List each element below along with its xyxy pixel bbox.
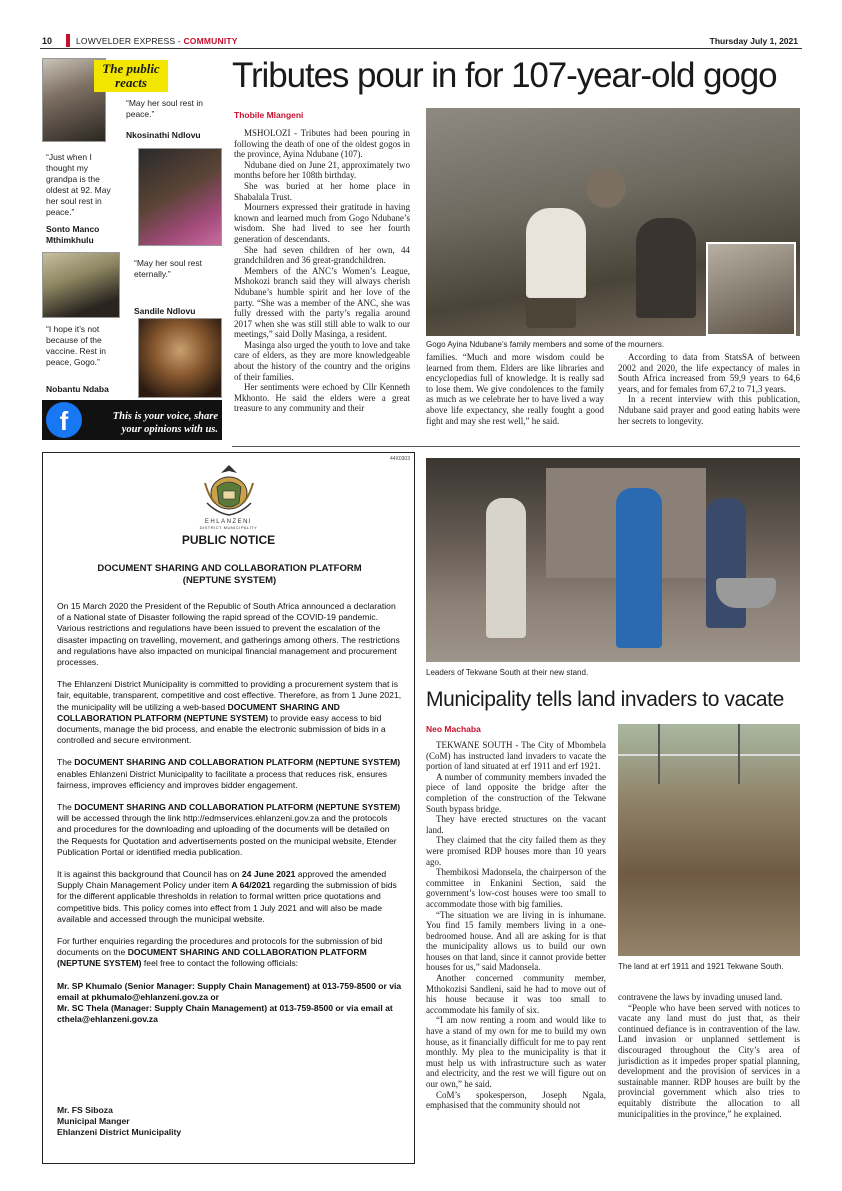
facebook-cta-line1: This is your voice, share: [112, 411, 218, 422]
reacts-title-line1: The public: [102, 61, 160, 76]
land-caption: The land at erf 1911 and 1921 Tekwane South.: [618, 962, 784, 971]
paragraph: They have erected structures on the vacant land.: [426, 814, 606, 835]
photo-figure: [706, 498, 746, 628]
facebook-icon[interactable]: f: [46, 402, 82, 438]
quote-3: “May her soul rest eternally.”: [134, 258, 203, 279]
page-number: 10: [42, 36, 53, 46]
quote-2-name: Sonto Manco Mthimkhulu: [46, 224, 100, 245]
paragraph: She had seven children of her own, 44 grandchildren and 36 great-grandchildren.: [234, 244, 410, 266]
paragraph: In a recent interview with this publication, Ndubane said prayer and good eating habits were her secrets to longevity.: [618, 394, 800, 426]
issue-date: Thursday July 1, 2021: [709, 36, 798, 46]
paragraph: A number of community members invaded the piece of land opposite the bridge after the completion of the construction of the Tekwane South bypass bridge.: [426, 771, 606, 814]
header-rule: [40, 48, 802, 49]
leaders-caption: Leaders of Tekwane South at their new stand.: [426, 668, 589, 677]
paragraph: According to data from StatsSA of between 2002 and 2020, the life expectancy of males in South Africa increased from 59,9 years to 64,6 years, and for females from 67,2 to 71,3 years.: [618, 352, 800, 394]
notice-title: PUBLIC NOTICE: [181, 533, 276, 547]
photo-wheelbarrow: [716, 578, 776, 608]
notice-paragraph: The DOCUMENT SHARING AND COLLABORATION PLATFORM (NEPTUNE SYSTEM) will be accessed through the link http://edmservices.ehlanzeni.gov.za and the protocols and procedures for the downloading and uploading of the documents will be detailed on the Requests for Quotation and advertisements posted on the municipal website, Etender Publication Portal or identified media publication.: [57, 802, 401, 857]
article2-byline: Neo Machaba: [426, 724, 481, 734]
notice-reference: 44X0303: [389, 456, 410, 462]
publication-header: [76, 36, 238, 46]
article1-byline: Thobile Mlangeni: [234, 110, 304, 120]
paragraph: Masinga also urged the youth to love and take care of elders, as they are more knowledgeable about the history of the country and the origins of their families.: [234, 339, 410, 382]
crest-label: [43, 519, 414, 531]
section-name: COMMUNITY: [183, 36, 238, 46]
notice-signature: [57, 1105, 181, 1139]
article2-headline: Municipality tells land invaders to vacate: [426, 688, 784, 711]
quote-1-name: Nkosinathi Ndlovu: [126, 130, 201, 140]
paragraph: contravene the laws by invading unused land.: [618, 992, 783, 1002]
photo-figure: [616, 488, 662, 648]
notice-subtitle-line2: (NEPTUNE SYSTEM): [182, 575, 277, 586]
quote-4-name: Nobantu Ndaba: [46, 384, 109, 394]
crest-sub: DISTRICT MUNICIPALITY: [199, 525, 258, 530]
facebook-cta-line2: your opinions with us.: [121, 424, 218, 435]
article1-headline: Tributes pour in for 107-year-old gogo: [232, 56, 777, 95]
contact-thela: Mr. SC Thela (Manager: Supply Chain Management) at 013-759-8500 or via email at cthela@ehlanzeni.gov.za: [57, 1003, 393, 1025]
notice-paragraph: The Ehlanzeni District Municipality is committed to providing a procurement system that is fair, equitable, transparent, competitive and cost effective. Therefore, as from 1 June 2021, the municipality will be utilizing a web-based DOCUMENT SHARING AND COLLABORATION PLATFORM (NEPTUNE SYSTEM) to provide easy access to bid documents, manage the bid process, and enable the electronic submission of bids in a controlled and secure environment.: [57, 679, 402, 746]
publication-name: LOWVELDER EXPRESS -: [76, 36, 184, 46]
notice-paragraph: On 15 March 2020 the President of the Republic of South Africa announced a declaration of a National state of Disaster following the rapid spread of the COVID-19 pandemic. Various restrictions and regulations have been issued to prevent the escalation of the disaster impacting on travelling, movement, and gatherings among others. The restrictions and regulations have also impacted on municipal financial management and procurement processes.: [57, 601, 400, 668]
paragraph: “People who have been served with notices to vacate any land must do just that, as their continued defiance is in contravention of the law. Land invasion or unplanned settlement is discouraged throughout the City’s area of jurisdiction as it impedes proper spatial planning, development and the provision of services in a sustainable manner. RDP houses are built by the provincial government which also tries to equitably distribute the allocation to all municipalities in the province,” he explained.: [618, 1002, 800, 1119]
paragraph: Thembikosi Madonsela, the chairperson of the committee in Enkanini Section, said the government’s low-cost houses were too small to accommodate those with big families.: [426, 867, 606, 909]
article1-column-3: [618, 352, 800, 426]
photo-figure: [636, 218, 696, 318]
photo-fence-post: [658, 724, 660, 784]
paragraph: Her sentiments were echoed by Cllr Kenneth Mkhonto. He said the elders were a great treasure to any community and their: [234, 382, 410, 414]
paragraph: She was buried at her home place in Shabalala Trust.: [234, 180, 410, 202]
facebook-cta[interactable]: [86, 410, 218, 436]
photo-fence-post: [738, 724, 740, 784]
paragraph: TEKWANE SOUTH - The City of Mbombela (CoM) has instructed land invaders to vacate the portion of land situated at erf 1911 and erf 1921.: [426, 740, 606, 772]
reacts-title-line2: reacts: [115, 75, 147, 90]
mourners-caption: Gogo Ayina Ndubane’s family members and some of the mourners.: [426, 340, 665, 349]
paragraph: They claimed that the city failed them as they were promised RDP houses more than 10 years ago.: [426, 835, 606, 867]
section-divider: [232, 446, 800, 447]
article2-column-1: [426, 740, 606, 1111]
paragraph: “The situation we are living in is inhumane. You find 15 family members living in a one-bedroomed house. And all are asking for is that the municipality allows us to build our own houses on that land, since it cannot provide better houses for us,” said Madonsela.: [426, 909, 606, 973]
paragraph: MSHOLOZI - Tributes had been pouring in following the death of one of the oldest gogos in the province, Ayina Ndubane (107).: [234, 128, 410, 160]
notice-paragraph: It is against this background that Council has on 24 June 2021 approved the amended Supply Chain Management Policy under item A 64/2021 regarding the submission of bids for the different applicable thresholds in relation to formal written price quotations and competitive bids. This policy comes into effect from 1 July 2021 and will also be made available and accessed through the municipal website.: [57, 869, 397, 924]
notice-paragraph: For further enquiries regarding the procedures and protocols for the submission of bid documents on the DOCUMENT SHARING AND COLLABORATION PLATFORM (NEPTUNE SYSTEM) feel free to contact the following officials:: [57, 936, 383, 969]
avatar-nobantu: [138, 318, 222, 398]
paragraph: Ndubane died on June 21, approximately two months before her 108th birthday.: [234, 159, 410, 181]
avatar-sandile: [42, 252, 120, 318]
notice-body: [57, 601, 402, 1037]
header-accent-bar: [66, 34, 70, 47]
article1-column-1: [234, 128, 410, 414]
notice-contacts: [57, 981, 402, 1026]
leaders-photo: [426, 458, 800, 662]
article1-column-2: families. “Much and more wisdom could be learned from them. Elders are like libraries and encyclopedias full of knowledge. It is really sad to lose them. We give condolences to the family as much as we celebrate her to have lived a way above life expectancy, she really fought a good fight and may she rest well,” he said.: [426, 352, 604, 426]
paragraph: Another concerned community member, Mthokozisi Sandleni, said he had to move out of his house because it was too small to accommodate his family of six.: [426, 973, 606, 1015]
signatory-org: Ehlanzeni District Municipality: [57, 1127, 182, 1138]
paragraph: “I am now renting a room and would like to have a stand of my own for me to build my own house, as it financially difficult for me to pay rent monthly. My plea to the municipality is that it must help us with infrastructure such as water and electricity, and the rest we will figure out on our own,” he said.: [426, 1015, 606, 1089]
land-photo: [618, 724, 800, 956]
crest-name: EHLANZENI: [204, 519, 253, 525]
public-notice-box: [42, 452, 415, 1164]
signatory-name: Mr. FS Siboza: [57, 1105, 113, 1115]
notice-subtitle-line1: DOCUMENT SHARING AND COLLABORATION PLATFORM: [97, 563, 362, 574]
quote-3-name: Sandile Ndlovu: [134, 306, 196, 316]
quote-2: “Just when I thought my grandpa is the oldest at 92. May her soul rest in peace.”: [46, 152, 111, 217]
notice-subtitle: [63, 563, 396, 587]
public-reacts-title: [94, 60, 168, 92]
quote-1: “May her soul rest in peace.”: [126, 98, 203, 119]
paragraph: CoM’s spokesperson, Joseph Ngala, emphasised that the community should not: [426, 1089, 606, 1111]
avatar-sonto: [138, 148, 222, 246]
photo-figure: [486, 498, 526, 638]
signatory-title: Municipal Manger: [57, 1116, 130, 1127]
ehlanzeni-crest-icon: [203, 463, 255, 519]
paragraph: Members of the ANC’s Women’s League, Mshokozi branch said they will always cherish Ndubane’s humble spirit and her love of the party. “She was a member of the ANC, she was fully dressed with the party’s regalia around 2017 when she was still still able to walk to our meetings,” said Dolly Masinga, a resident.: [234, 265, 410, 340]
paragraph: Mourners expressed their gratitude in having known and learned much from Gogo Ndubane’s wisdom. She had lived to see her fourth generation of descendants.: [234, 202, 410, 244]
quote-4: “I hope it’s not because of the vaccine. Rest in peace, Gogo.”: [46, 324, 106, 367]
contact-khumalo: Mr. SP Khumalo (Senior Manager: Supply Chain Management) at 013-759-8500 or via email at pkhumalo@ehlanzeni.gov.za or: [57, 980, 402, 1002]
photo-figure: [526, 208, 586, 298]
photo-figure: [586, 168, 626, 208]
notice-paragraph: The DOCUMENT SHARING AND COLLABORATION PLATFORM (NEPTUNE SYSTEM) enables Ehlanzeni District Municipality to facilitate a process that reduces risk, ensures fairness, improves efficiency and improves bidder engagement.: [57, 757, 401, 790]
photo-fence: [618, 754, 800, 756]
article2-column-2: [618, 992, 800, 1119]
gogo-inset-photo: [706, 242, 796, 336]
